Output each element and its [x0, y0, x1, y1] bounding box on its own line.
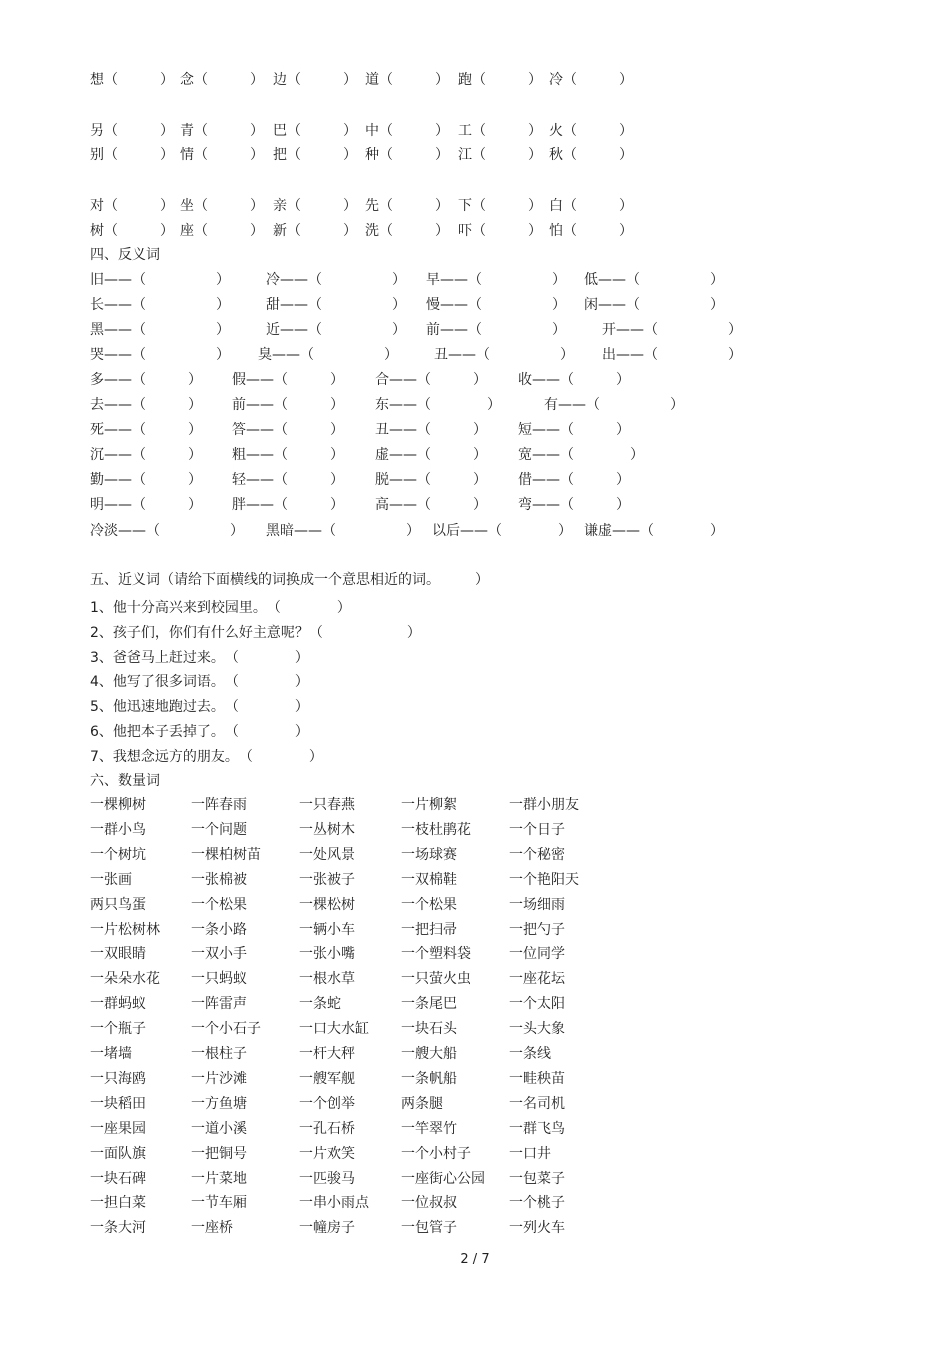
- antonym-item: 收——（ ）: [518, 372, 630, 388]
- antonym-item: 甜——（ ）: [266, 297, 406, 313]
- measure-item: 一把铜号: [191, 1146, 247, 1162]
- synonym-item: 5、他迅速地跑过去。 （ ）: [90, 699, 309, 715]
- measure-item: 一匹骏马: [299, 1171, 355, 1187]
- antonym-item: 丑——（ ）: [375, 422, 487, 438]
- measure-item: 一根柱子: [191, 1046, 247, 1062]
- measure-item: 一群小朋友: [509, 797, 579, 813]
- char-cell: 先（ ）: [365, 198, 449, 214]
- antonym-item: 多——（ ）: [90, 372, 202, 388]
- antonym-item: 宽——（ ）: [518, 447, 644, 463]
- measure-item: 一根水草: [299, 971, 355, 987]
- measure-item: 一座果园: [90, 1121, 146, 1137]
- antonym-item: 胖——（ ）: [232, 497, 344, 513]
- measure-item: 一个太阳: [509, 996, 565, 1012]
- antonym-item: 沉——（ ）: [90, 447, 202, 463]
- measure-item: 一艘军舰: [299, 1071, 355, 1087]
- antonym-item: 轻——（ ）: [232, 472, 344, 488]
- char-cell: 树（ ）: [90, 223, 174, 239]
- char-cell: 想（ ）: [90, 72, 174, 88]
- measure-item: 一条蛇: [299, 996, 341, 1012]
- measure-item: 一个小石子: [191, 1021, 261, 1037]
- antonym-item: 黑暗——（ ）: [266, 523, 420, 539]
- measure-item: 一个创举: [299, 1096, 355, 1112]
- char-cell: 情（ ）: [180, 147, 264, 163]
- antonym-item: 合——（ ）: [375, 372, 487, 388]
- char-cell: 白（ ）: [549, 198, 633, 214]
- measure-item: 一片欢笑: [299, 1146, 355, 1162]
- antonym-item: 慢——（ ）: [426, 297, 566, 313]
- measure-item: 一头大象: [509, 1021, 565, 1037]
- synonym-item: 4、他写了很多词语。 （ ）: [90, 674, 309, 690]
- antonym-item: 脱——（ ）: [375, 472, 487, 488]
- antonym-item: 早——（ ）: [426, 272, 566, 288]
- antonym-item: 弯——（ ）: [518, 497, 630, 513]
- antonym-item: 臭——（ ）: [258, 347, 398, 363]
- antonym-item: 长——（ ）: [90, 297, 230, 313]
- antonym-item: 答——（ ）: [232, 422, 344, 438]
- measure-item: 一包菜子: [509, 1171, 565, 1187]
- antonym-item: 闲——（ ）: [584, 297, 724, 313]
- synonym-item: 2、孩子们，你们有什么好主意呢？（ ）: [90, 625, 421, 641]
- measure-item: 一幢房子: [299, 1220, 355, 1236]
- measure-item: 一口大水缸: [299, 1021, 369, 1037]
- measure-item: 一棵松树: [299, 897, 355, 913]
- char-cell: 秋（ ）: [549, 147, 633, 163]
- antonym-item: 哭——（ ）: [90, 347, 230, 363]
- measure-item: 一张画: [90, 872, 132, 888]
- measure-item: 一片松树林: [90, 922, 160, 938]
- measure-item: 一个松果: [401, 897, 457, 913]
- antonym-item: 高——（ ）: [375, 497, 487, 513]
- measure-item: 一张被子: [299, 872, 355, 888]
- synonyms-heading: 五、近义词（请给下面横线的词换成一个意思相近的词。 ）: [90, 572, 489, 588]
- measure-item: 一孔石桥: [299, 1121, 355, 1137]
- antonym-item: 黑——（ ）: [90, 322, 230, 338]
- page-number: 2 / 7: [460, 1252, 490, 1267]
- measure-item: 一个问题: [191, 822, 247, 838]
- measure-item: 一阵雷声: [191, 996, 247, 1012]
- antonym-item: 死——（ ）: [90, 422, 202, 438]
- measure-item: 一名司机: [509, 1096, 565, 1112]
- measure-item: 两只鸟蛋: [90, 897, 146, 913]
- char-cell: 念（ ）: [180, 72, 264, 88]
- measure-item: 一群飞鸟: [509, 1121, 565, 1137]
- antonym-item: 借——（ ）: [518, 472, 630, 488]
- measure-item: 一群小鸟: [90, 822, 146, 838]
- measure-item: 一片柳絮: [401, 797, 457, 813]
- measure-item: 一块石碑: [90, 1171, 146, 1187]
- measure-item: 一片菜地: [191, 1171, 247, 1187]
- measure-item: 一个小村子: [401, 1146, 471, 1162]
- antonym-item: 开——（ ）: [602, 322, 742, 338]
- measure-item: 一片沙滩: [191, 1071, 247, 1087]
- measure-item: 一阵春雨: [191, 797, 247, 813]
- measure-item: 一棵柳树: [90, 797, 146, 813]
- measure-item: 一个日子: [509, 822, 565, 838]
- char-cell: 江（ ）: [458, 147, 542, 163]
- antonym-item: 丑——（ ）: [434, 347, 574, 363]
- char-cell: 吓（ ）: [458, 223, 542, 239]
- measure-item: 一座桥: [191, 1220, 233, 1236]
- synonym-item: 1、他十分高兴来到校园里。 （ ）: [90, 600, 351, 616]
- antonym-item: 虚——（ ）: [375, 447, 487, 463]
- measure-item: 一双小手: [191, 946, 247, 962]
- measure-item: 一朵朵水花: [90, 971, 160, 987]
- measure-item: 一个树坑: [90, 847, 146, 863]
- char-cell: 火（ ）: [549, 123, 633, 139]
- char-cell: 下（ ）: [458, 198, 542, 214]
- measure-words-heading: 六、数量词: [90, 773, 160, 789]
- measure-item: 一只海鸥: [90, 1071, 146, 1087]
- synonym-item: 7、我想念远方的朋友。 （ ）: [90, 749, 323, 765]
- measure-item: 一个瓶子: [90, 1021, 146, 1037]
- char-cell: 种（ ）: [365, 147, 449, 163]
- measure-item: 一只萤火虫: [401, 971, 471, 987]
- measure-item: 一位叔叔: [401, 1195, 457, 1211]
- measure-item: 两条腿: [401, 1096, 443, 1112]
- char-cell: 中（ ）: [365, 123, 449, 139]
- measure-item: 一条帆船: [401, 1071, 457, 1087]
- measure-item: 一杆大秤: [299, 1046, 355, 1062]
- measure-item: 一双棉鞋: [401, 872, 457, 888]
- antonym-item: 冷——（ ）: [266, 272, 406, 288]
- measure-item: 一畦秧苗: [509, 1071, 565, 1087]
- measure-item: 一把勺子: [509, 922, 565, 938]
- char-cell: 亲（ ）: [273, 198, 357, 214]
- measure-item: 一枝杜鹃花: [401, 822, 471, 838]
- char-cell: 把（ ）: [273, 147, 357, 163]
- antonym-item: 勤——（ ）: [90, 472, 202, 488]
- measure-item: 一处风景: [299, 847, 355, 863]
- measure-item: 一块石头: [401, 1021, 457, 1037]
- measure-item: 一竿翠竹: [401, 1121, 457, 1137]
- measure-item: 一面队旗: [90, 1146, 146, 1162]
- antonym-item: 粗——（ ）: [232, 447, 344, 463]
- measure-item: 一个艳阳天: [509, 872, 579, 888]
- antonym-item: 谦虚——（ ）: [584, 523, 724, 539]
- char-cell: 边（ ）: [273, 72, 357, 88]
- char-cell: 道（ ）: [365, 72, 449, 88]
- measure-item: 一条小路: [191, 922, 247, 938]
- antonyms-heading: 四、反义词: [90, 247, 160, 263]
- measure-item: 一条尾巴: [401, 996, 457, 1012]
- antonym-item: 明——（ ）: [90, 497, 202, 513]
- measure-item: 一条大河: [90, 1220, 146, 1236]
- char-cell: 洗（ ）: [365, 223, 449, 239]
- antonym-item: 前——（ ）: [426, 322, 566, 338]
- measure-item: 一只蚂蚁: [191, 971, 247, 987]
- char-cell: 跑（ ）: [458, 72, 542, 88]
- antonym-item: 出——（ ）: [602, 347, 742, 363]
- measure-item: 一口井: [509, 1146, 551, 1162]
- measure-item: 一双眼睛: [90, 946, 146, 962]
- char-cell: 新（ ）: [273, 223, 357, 239]
- measure-item: 一张小嘴: [299, 946, 355, 962]
- antonym-item: 旧——（ ）: [90, 272, 230, 288]
- antonym-item: 假——（ ）: [232, 372, 344, 388]
- measure-item: 一方鱼塘: [191, 1096, 247, 1112]
- measure-item: 一担白菜: [90, 1195, 146, 1211]
- antonym-item: 近——（ ）: [266, 322, 406, 338]
- measure-item: 一道小溪: [191, 1121, 247, 1137]
- antonym-item: 冷淡——（ ）: [90, 523, 244, 539]
- measure-item: 一艘大船: [401, 1046, 457, 1062]
- measure-item: 一把扫帚: [401, 922, 457, 938]
- measure-item: 一位同学: [509, 946, 565, 962]
- char-cell: 青（ ）: [180, 123, 264, 139]
- measure-item: 一座街心公园: [401, 1171, 485, 1187]
- char-cell: 座（ ）: [180, 223, 264, 239]
- antonym-item: 前——（ ）: [232, 397, 344, 413]
- char-cell: 怕（ ）: [549, 223, 633, 239]
- measure-item: 一包管子: [401, 1220, 457, 1236]
- measure-item: 一座花坛: [509, 971, 565, 987]
- measure-item: 一群蚂蚁: [90, 996, 146, 1012]
- measure-item: 一块稻田: [90, 1096, 146, 1112]
- measure-item: 一辆小车: [299, 922, 355, 938]
- measure-item: 一列火车: [509, 1220, 565, 1236]
- antonym-item: 短——（ ）: [518, 422, 630, 438]
- measure-item: 一条线: [509, 1046, 551, 1062]
- measure-item: 一个松果: [191, 897, 247, 913]
- measure-item: 一节车厢: [191, 1195, 247, 1211]
- measure-item: 一张棉被: [191, 872, 247, 888]
- measure-item: 一场球赛: [401, 847, 457, 863]
- measure-item: 一个桃子: [509, 1195, 565, 1211]
- measure-item: 一堵墙: [90, 1046, 132, 1062]
- synonym-item: 3、爸爸马上赶过来。 （ ）: [90, 650, 309, 666]
- antonym-item: 有——（ ）: [544, 397, 684, 413]
- antonym-item: 低——（ ）: [584, 272, 724, 288]
- char-cell: 对（ ）: [90, 198, 174, 214]
- synonym-item: 6、他把本子丢掉了。 （ ）: [90, 724, 309, 740]
- char-cell: 冷（ ）: [549, 72, 633, 88]
- antonym-item: 东——（ ）: [375, 397, 501, 413]
- measure-item: 一丛树木: [299, 822, 355, 838]
- measure-item: 一串小雨点: [299, 1195, 369, 1211]
- char-cell: 巴（ ）: [273, 123, 357, 139]
- measure-item: 一个塑料袋: [401, 946, 471, 962]
- char-cell: 工（ ）: [458, 123, 542, 139]
- char-cell: 坐（ ）: [180, 198, 264, 214]
- antonym-item: 去——（ ）: [90, 397, 202, 413]
- measure-item: 一只春燕: [299, 797, 355, 813]
- char-cell: 另（ ）: [90, 123, 174, 139]
- measure-item: 一个秘密: [509, 847, 565, 863]
- measure-item: 一棵柏树苗: [191, 847, 261, 863]
- antonym-item: 以后——（ ）: [432, 523, 572, 539]
- char-cell: 别（ ）: [90, 147, 174, 163]
- measure-item: 一场细雨: [509, 897, 565, 913]
